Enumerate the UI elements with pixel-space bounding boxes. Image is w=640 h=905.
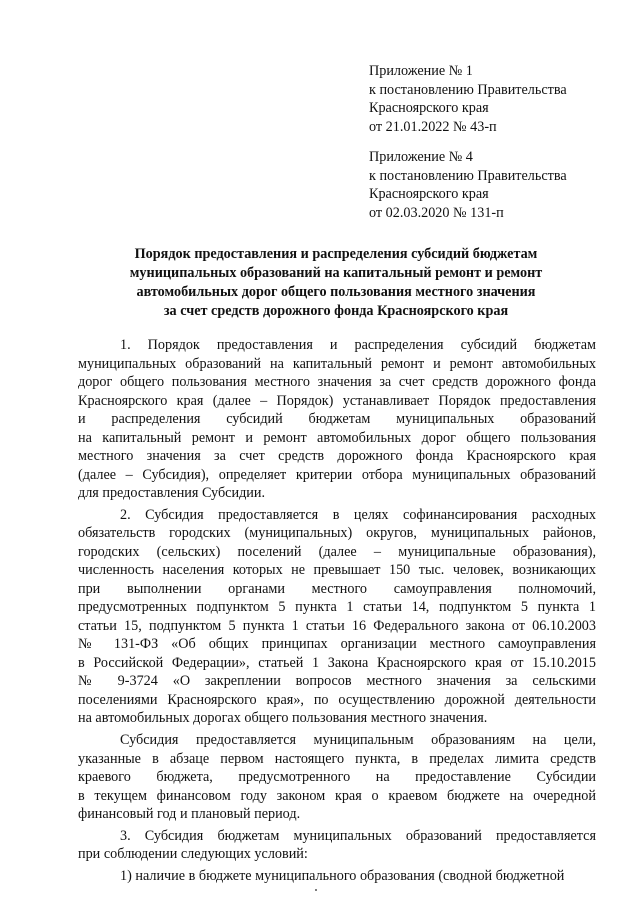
paragraph-line: при выполнении органами местного самоуправления полномочий, — [78, 580, 596, 597]
paragraph-line: финансовый год и плановый период. — [78, 806, 301, 823]
appendix-1-line: к постановлению Правительства — [369, 81, 567, 98]
paragraph-line: 2. Субсидия предоставляется в целях софинансирования расходных — [120, 506, 596, 523]
paragraph-line: поселениями Красноярского края», по осуществлению дорожной деятельности — [78, 691, 596, 708]
appendix-4-line: Красноярского края — [369, 186, 489, 202]
paragraph-line: и распределения субсидий бюджетам муниципальных образований — [78, 411, 596, 427]
title-line: Порядок предоставления и распределения субсидий бюджетам — [134, 246, 538, 262]
paragraph-line: в Российской Федерации», статьей 1 Закона Красноярского края от 15.10.2015 — [78, 654, 596, 671]
title-line: муниципальных образований на капитальный ремонт и ремонт — [129, 265, 543, 281]
paragraph-line: краевого бюджета, предусмотренного на предоставление Субсидии — [78, 769, 596, 786]
paragraph-line: (далее – Субсидия), определяет критерии отбора муниципальных образований — [78, 466, 596, 483]
paragraph-line: предусмотренных подпунктом 5 пункта 1 статьи 14, подпунктом 5 пункта 1 — [78, 599, 596, 616]
appendix-4-line: Приложение № 4 — [369, 149, 473, 165]
page-mark — [315, 889, 317, 891]
document-title — [70, 245, 602, 321]
appendix-4-header — [369, 148, 631, 222]
paragraph-line: городских (сельских) поселений (далее – муниципальные образования), — [78, 543, 596, 560]
paragraph-line: 3. Субсидия бюджетам муниципальных образований предоставляется — [120, 827, 596, 844]
paragraph-line: при соблюдении следующих условий: — [78, 846, 308, 863]
paragraph-line: в текущем финансовом году законом края о краевом бюджете на очередной — [78, 787, 596, 804]
paragraph-line: 1) наличие в бюджете муниципального образования (сводной бюджетной — [120, 868, 565, 885]
paragraph-line: на капитальный ремонт и ремонт автомобильных дорог общего пользования — [78, 429, 596, 446]
paragraph — [78, 506, 596, 728]
appendix-1-line: Красноярского края — [369, 100, 489, 116]
appendix-4-line: от 02.03.2020 № 131-п — [369, 204, 504, 221]
paragraph — [78, 336, 596, 503]
paragraph-line: № 9-3724 «О закреплении вопросов местного значения за сельскими — [78, 673, 596, 690]
paragraph-line: на автомобильных дорогах общего пользования местного значения. — [78, 710, 488, 727]
appendix-1-header — [369, 62, 631, 136]
paragraph-line: Субсидия предоставляется муниципальным образованиям на цели, — [120, 732, 596, 749]
paragraph-line: Красноярского края (далее – Порядок) устанавливает Порядок предоставления — [78, 392, 596, 409]
appendix-1-line: Приложение № 1 — [369, 63, 473, 79]
paragraph-line: для предоставления Субсидии. — [78, 485, 266, 501]
paragraph-line: 1. Порядок предоставления и распределения субсидий бюджетам — [120, 337, 596, 353]
paragraph — [78, 731, 596, 824]
paragraph-line: дорог общего пользования местного значения за счет средств дорожного фонда — [78, 374, 596, 390]
paragraph-line: № 131-ФЗ «Об общих принципах организации местного самоуправления — [78, 636, 596, 653]
appendix-1-line: от 21.01.2022 № 43-п — [369, 118, 497, 135]
paragraph-line: местного значения за счет средств дорожного фонда Красноярского края — [78, 448, 596, 464]
paragraph-line: обязательств городских (муниципальных) округов, муниципальных районов, — [78, 525, 596, 542]
title-line: автомобильных дорог общего пользования местного значения — [136, 284, 536, 300]
paragraph-line: численность населения которых не превышает 150 тыс. человек, возникающих — [78, 562, 596, 579]
paragraph — [78, 827, 596, 864]
paragraph — [78, 867, 596, 886]
paragraph-line: статьи 15, подпунктом 5 пункта 1 статьи 16 Федерального закона от 06.10.2003 — [78, 617, 596, 634]
appendix-4-line: к постановлению Правительства — [369, 167, 567, 184]
document-body — [78, 336, 596, 889]
paragraph-line: муниципальных образований на капитальный ремонт и ремонт автомобильных — [78, 355, 596, 372]
paragraph-line: указанные в абзаце первом настоящего пункта, в пределах лимита средств — [78, 750, 596, 767]
title-line: за счет средств дорожного фонда Красноярского края — [163, 303, 509, 319]
